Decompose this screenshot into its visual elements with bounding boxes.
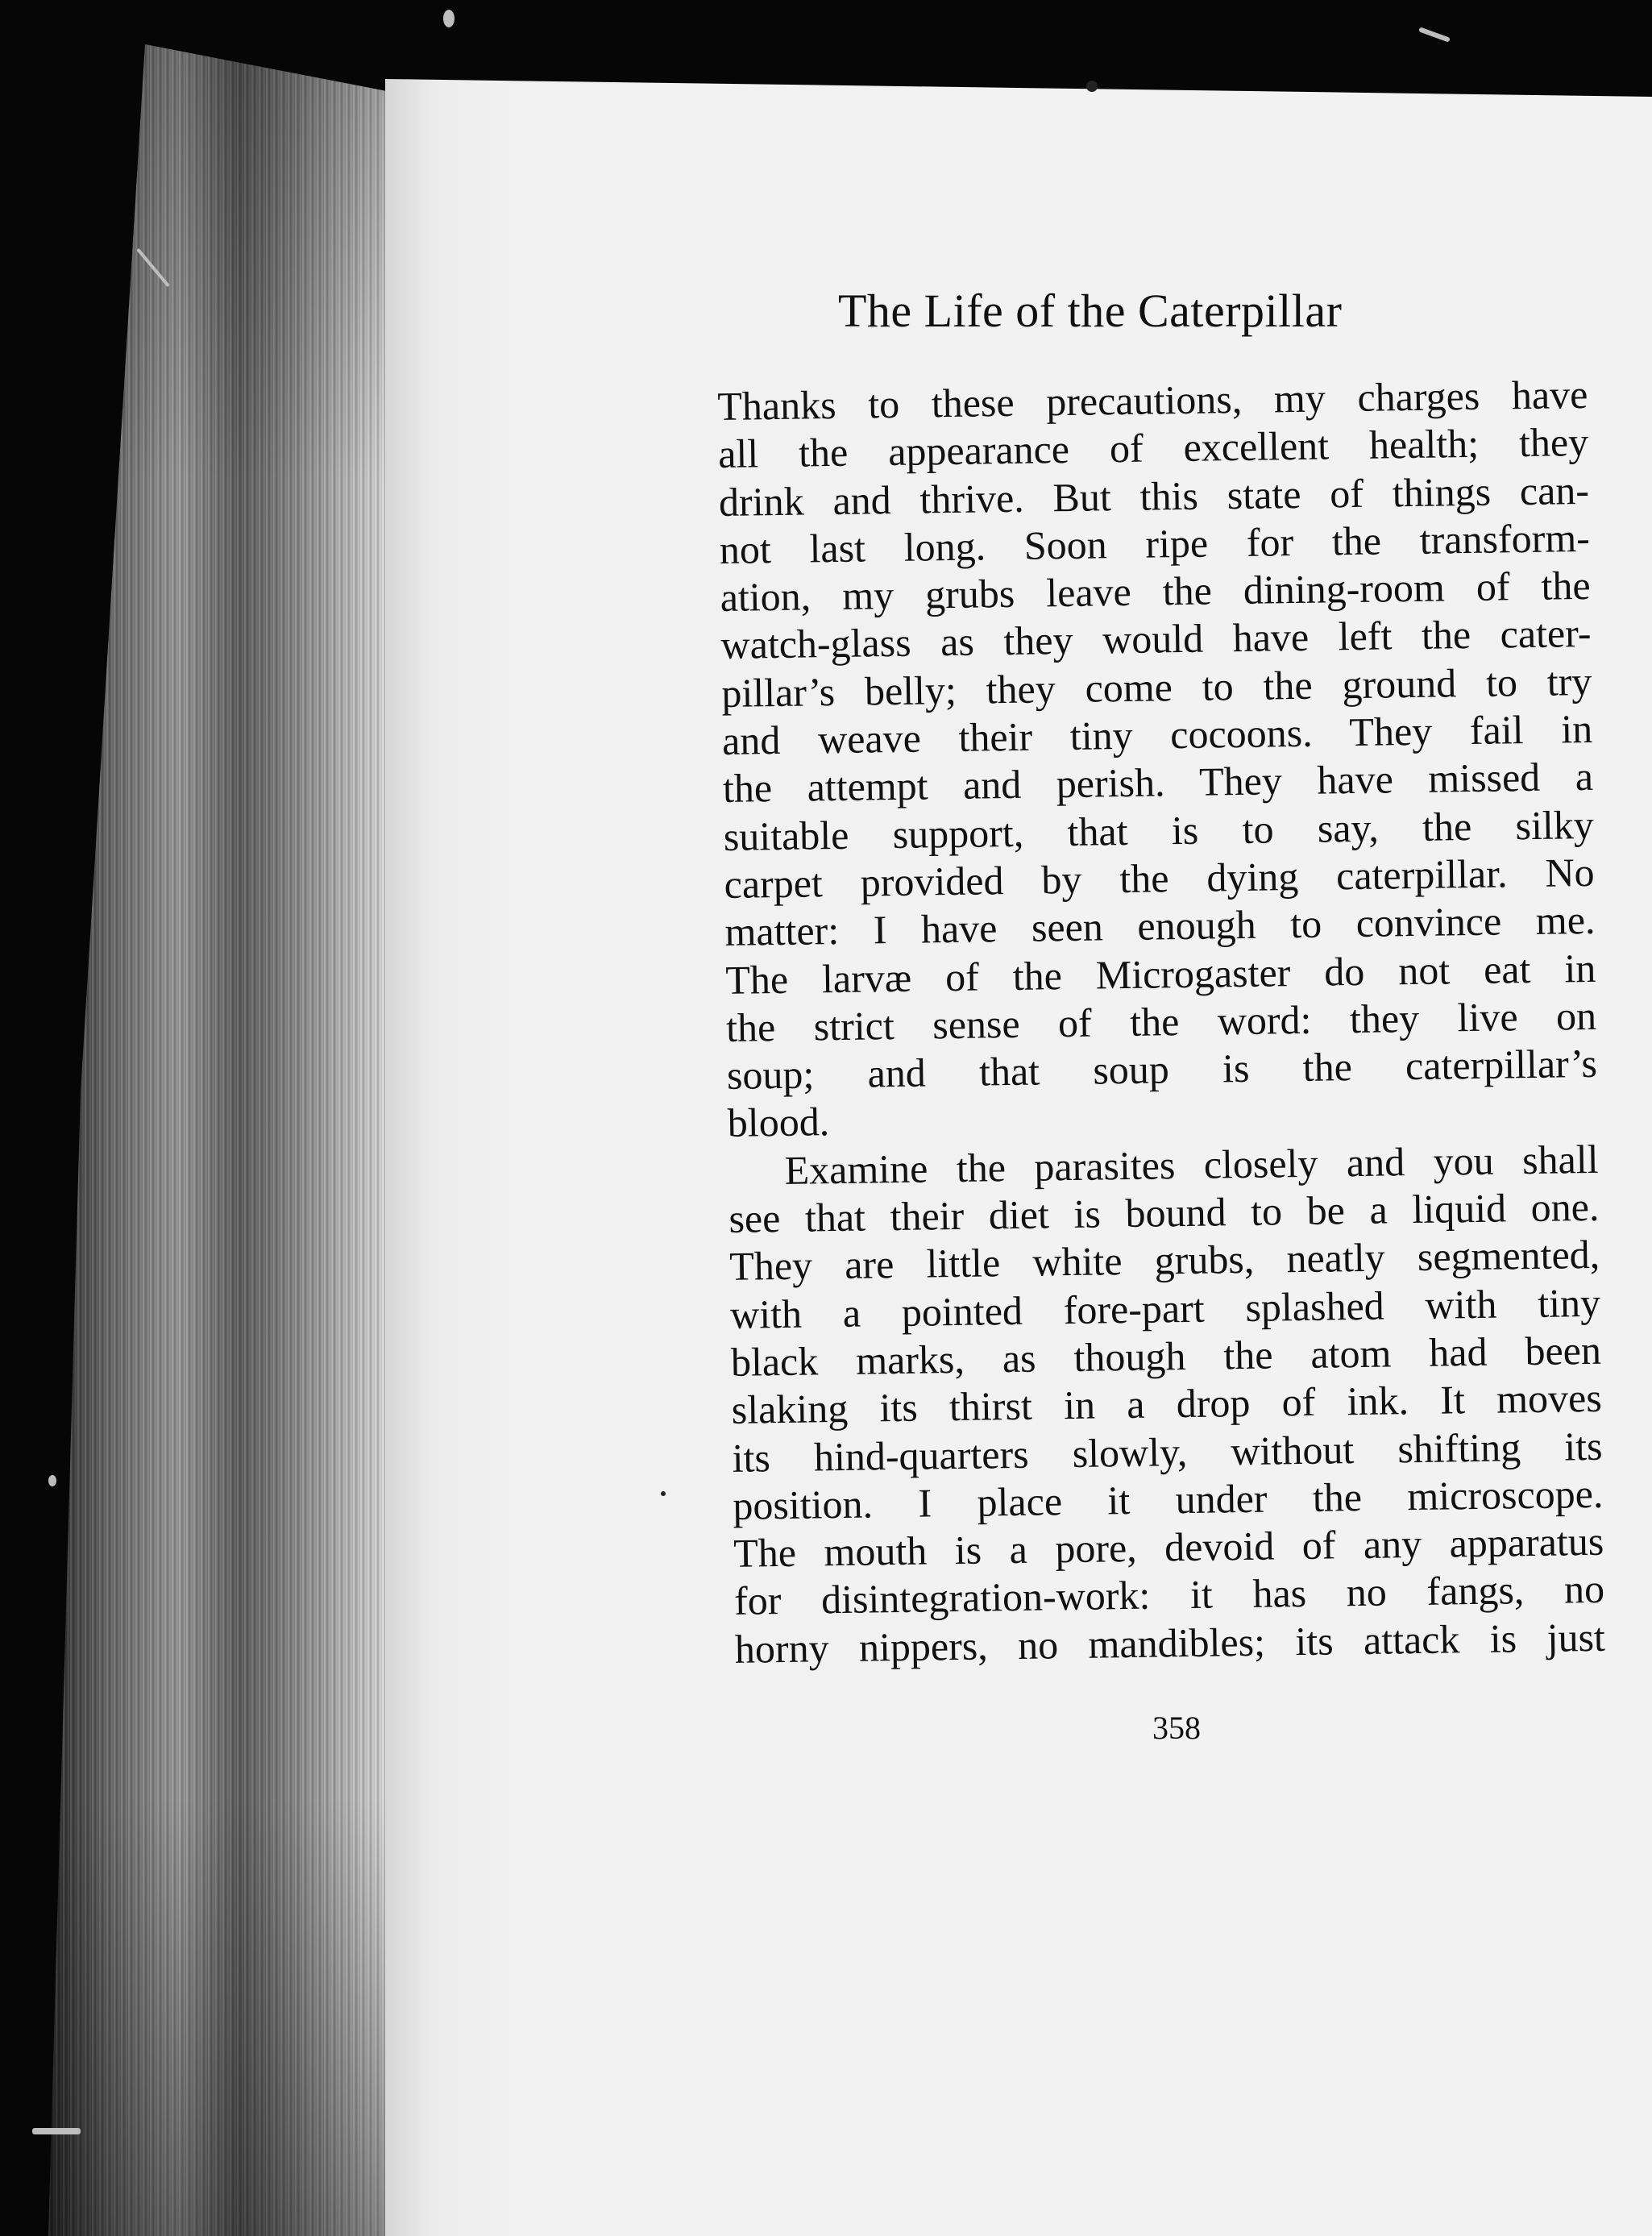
dust-speck <box>1086 81 1098 92</box>
page-number: 358 <box>1152 1710 1201 1746</box>
text-line: pillar’s belly; they come to the ground to try <box>720 658 1592 716</box>
text-line: carpet provided by the dying caterpillar. No <box>724 849 1595 907</box>
text-line: its hind-quarters slowly, without shifting its <box>732 1423 1603 1481</box>
text-line: ation, my grubs leave the dining-room of the <box>720 563 1592 621</box>
dust-speck <box>48 1475 56 1486</box>
body-text <box>717 371 1605 1673</box>
text-line: black marks, as though the atom had been <box>730 1327 1602 1385</box>
dust-speck <box>1418 27 1451 42</box>
text-line: slaking its thirst in a drop of ink. It moves <box>731 1375 1603 1433</box>
dust-speck <box>32 2128 81 2134</box>
text-line: drink and thrive. But this state of things can- <box>718 467 1590 525</box>
text-line: The larvæ of the Microgaster do not eat in <box>724 945 1596 1003</box>
text-line: The mouth is a pore, devoid of any apparatus <box>733 1518 1604 1576</box>
text-line: see that their diet is bound to be a liquid one. <box>728 1183 1600 1241</box>
text-line: Thanks to these precautions, my charges have <box>717 371 1588 429</box>
text-line: the attempt and perish. They have missed a <box>722 754 1594 812</box>
text-line: matter: I have seen enough to convince me. <box>724 897 1596 955</box>
text-line: the strict sense of the word: they live on <box>725 992 1597 1050</box>
text-line: all the appearance of excellent health; they <box>717 419 1589 477</box>
text-line: Examine the parasites closely and you shall <box>784 1136 1599 1193</box>
dust-speck <box>661 1491 666 1496</box>
text-line: soup; and that soup is the caterpillar’s <box>726 1040 1598 1099</box>
text-line: and weave their tiny cocoons. They fail in <box>721 705 1593 764</box>
text-line: position. I place it under the microscope. <box>733 1470 1604 1528</box>
text-line: with a pointed fore-part splashed with tiny <box>729 1279 1601 1337</box>
text-line: suitable support, that is to say, the silky <box>723 801 1595 859</box>
running-head: The Life of the Caterpillar <box>838 285 1343 337</box>
text-line: watch-glass as they would have left the cater- <box>720 610 1592 668</box>
text-line: horny nippers, no mandibles; its attack is just <box>734 1614 1606 1672</box>
dust-speck <box>443 10 455 27</box>
text-line: They are little white grubs, neatly segmented, <box>728 1232 1600 1290</box>
text-line: for disintegration-work: it has no fangs, no <box>733 1566 1605 1624</box>
book-fore-edge <box>48 44 395 2236</box>
text-line: not last long. Soon ripe for the transform- <box>719 514 1591 572</box>
text-line: blood. <box>727 1099 830 1146</box>
